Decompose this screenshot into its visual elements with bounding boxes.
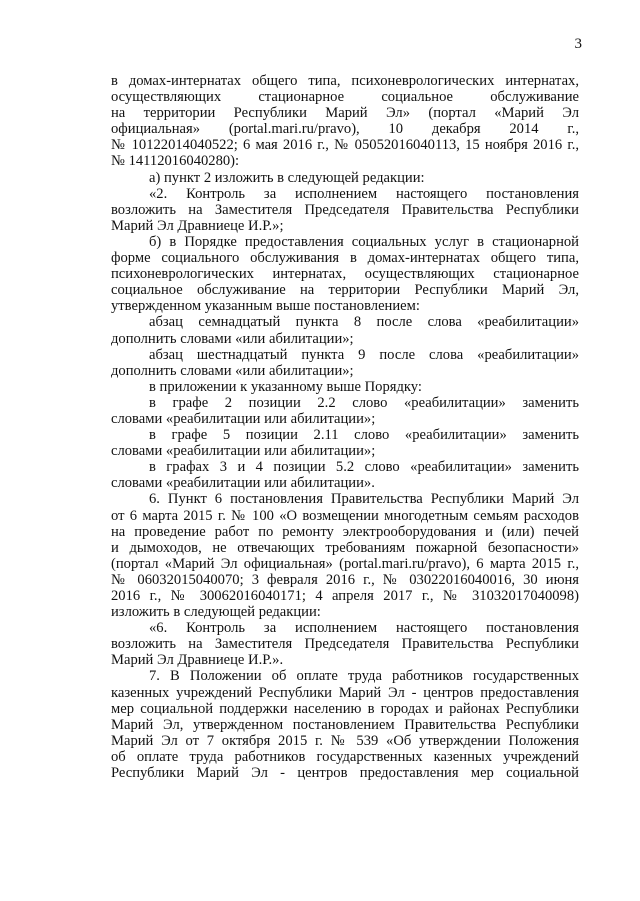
text-line: 6. Пункт 6 постановления Правительства Республики Марий Эл [149,491,579,508]
text-line: Республики Марий Эл - центров предоставления мер социальной [111,765,579,782]
text-line: психоневрологических интернатах, осуществляющих стационарное [111,266,579,283]
text-line: а) пункт 2 изложить в следующей редакции: [149,169,425,186]
text-line: Марий Эл, утвержденном постановлением Правительства Республики [111,716,579,733]
text-line: от 6 марта 2015 г. № 100 «О возмещении многодетным семьям расходов [111,507,579,524]
text-line: форме социального обслуживания в домах-интернатах общего типа, [111,250,579,267]
text-line: № 06032015040070; 3 февраля 2016 г., № 03022016040016, 30 июня [111,571,579,588]
text-line: словами «реабилитации или абилитации»; [111,410,376,427]
text-line: мер социальной поддержки населению в городах и районах Республики [111,700,579,717]
text-line: 2016 г., № 30062016040171; 4 апреля 2017 г., № 31032017040098) [111,588,579,604]
text-line: возложить на Заместителя Председателя Правительства Республики [111,201,579,218]
text-line: 7. В Положении об оплате труда работников государственных [149,668,579,685]
text-line: утвержденном указанным выше постановлением: [111,298,420,315]
text-line: в графе 5 позиции 2.11 слово «реабилитации» заменить [149,427,579,444]
text-line: об оплате труда работников государственных казенных учреждений [111,748,579,765]
text-line: дополнить словами «или абилитации»; [111,330,354,347]
text-line: осуществляющих стационарное социальное обслуживание [111,89,579,106]
text-line: в домах-интернатах общего типа, психоневрологических интернатах, [111,73,579,89]
text-line: б) в Порядке предоставления социальных услуг в стационарной [149,233,579,250]
text-line: № 14112016040280): [111,153,240,170]
text-line: словами «реабилитации или абилитации». [111,475,375,492]
text-line: Марий Эл Дравниеце И.Р.». [111,652,284,669]
text-line: возложить на Заместителя Председателя Правительства Республики [111,636,579,653]
text-line: «6. Контроль за исполнением настоящего постановления [149,620,579,637]
text-line: дополнить словами «или абилитации»; [111,362,354,379]
text-line: и дымоходов, не отвечающих требованиям пожарной безопасности» [111,539,579,556]
text-line: в графе 2 позиции 2.2 слово «реабилитации» заменить [149,394,579,411]
text-line: абзац семнадцатый пункта 8 после слова «реабилитации» [149,314,579,331]
text-line: казенных учреждений Республики Марий Эл - центров предоставления [111,684,579,701]
text-line: Марий Эл от 7 октября 2015 г. № 539 «Об утверждении Положения [111,732,579,749]
page-number: 3 [574,36,582,52]
text-line: абзац шестнадцатый пункта 9 после слова «реабилитации» [149,346,579,363]
text-line: «2. Контроль за исполнением настоящего постановления [149,185,579,202]
text-line: в графах 3 и 4 позиции 5.2 слово «реабилитации» заменить [149,459,579,476]
text-line: словами «реабилитации или абилитации»; [111,443,376,460]
text-line: на территории Республики Марий Эл» (портал «Марий Эл [111,105,579,122]
text-line: (портал «Марий Эл официальная» (portal.mari.ru/pravo), 6 марта 2015 г., [111,555,579,572]
text-line: изложить в следующей редакции: [111,604,321,621]
document-body [111,73,579,781]
text-line: в приложении к указанному выше Порядку: [149,378,422,395]
text-line: на проведение работ по ремонту электрооборудования и (или) печей [111,523,579,540]
text-line: официальная» (portal.mari.ru/pravo), 10 декабря 2014 г., [111,121,579,138]
text-line: Марий Эл Дравниеце И.Р.»; [111,217,284,234]
text-line: № 10122014040522; 6 мая 2016 г., № 05052016040113, 15 ноября 2016 г., [111,137,579,154]
text-line: социальное обслуживание на территории Республики Марий Эл, [111,282,579,299]
